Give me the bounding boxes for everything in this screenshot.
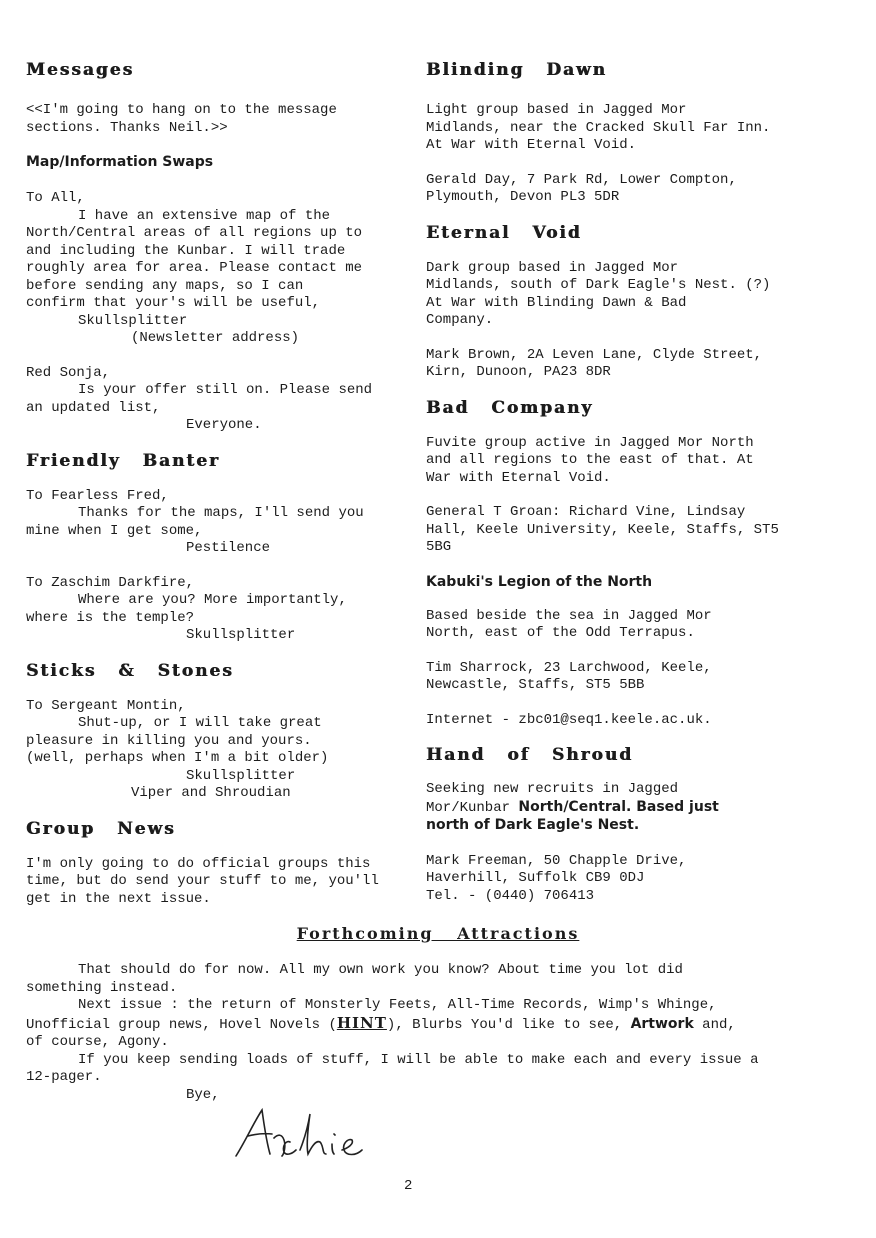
banter1-text: Thanks for the maps, I'll send you mine when I get some, [26, 505, 364, 539]
banter2-text: Where are you? More importantly, where is the temple? [26, 592, 347, 626]
messages-heading: Messages [26, 60, 135, 80]
bye-text: Bye, [186, 1086, 220, 1103]
banter2-indent [26, 592, 78, 608]
swap1-message [26, 208, 398, 313]
map-swaps-heading: Map/Information Swaps [26, 154, 214, 170]
hand-of-shroud-desc-a: Seeking new recruits in Jagged Mor/Kunbar [426, 781, 679, 816]
footer-p2-indent [26, 997, 78, 1013]
kabuki-legion-heading: Kabuki's Legion of the North [426, 573, 653, 590]
swap1-recipient: To All, [26, 190, 85, 206]
right-column [426, 60, 850, 905]
hand-of-shroud-heading: Hand of Shroud [426, 745, 633, 765]
banter2-message [26, 592, 398, 627]
banter2-signature: Skullsplitter [186, 627, 296, 643]
swap2-message [26, 382, 398, 417]
eternal-void-heading: Eternal Void [426, 222, 582, 243]
eternal-void-description: Dark group based in Jagged Mor Midlands, south of Dark Eagle's Nest. (?) At War with Blinding Dawn & Bad Company. [426, 259, 771, 328]
bad-company-heading: Bad Company [426, 397, 594, 418]
sticks-indent [26, 715, 78, 731]
hand-of-shroud-desc-b: North/Central. Based just north of Dark Eagle's Nest. [426, 798, 719, 833]
left-column [26, 60, 398, 908]
bad-company-address: General T Groan: Richard Vine, Lindsay Hall, Keele University, Keele, Staffs, ST5 5BG [426, 504, 779, 555]
swap1-signature: Skullsplitter [78, 312, 188, 329]
group-news-text: I'm only going to do official groups this time, but do send your stuff to me, you'll get in the next issue. [26, 855, 379, 907]
sticks-message [26, 715, 398, 768]
footer-p1-indent [26, 962, 78, 978]
eternal-void-address: Mark Brown, 2A Leven Lane, Clyde Street, Kirn, Dunoon, PA23 8DR [426, 346, 763, 380]
hint-word: HINT [336, 1013, 387, 1032]
swap2-indent [26, 382, 78, 398]
kabuki-legion-address: Tim Sharrock, 23 Larchwood, Keele, Newcastle, Staffs, ST5 5BB [426, 659, 712, 693]
archie-signature [228, 1100, 408, 1170]
messages-note: <<I'm going to hang on to the message sections. Thanks Neil.>> [26, 102, 337, 136]
banter1-signature: Pestilence [186, 540, 271, 556]
footer-p2-text-c: and, of course, Agony. [26, 1016, 736, 1050]
group-news-heading: Group News [26, 818, 176, 839]
swap1-text: I have an extensive map of the North/Central areas of all regions up to and including the Kunbar. I will trade roughly area for area. Please contact me before sending any maps, so I can confirm that your's will be useful, [26, 207, 363, 311]
swap2-signature: Everyone. [186, 417, 262, 433]
banter1-message [26, 505, 398, 540]
friendly-banter-heading: Friendly Banter [26, 450, 220, 471]
footer-paragraph-1 [26, 962, 816, 997]
swap2-recipient: Red Sonja, [26, 364, 111, 381]
footer-paragraph-3 [26, 1052, 816, 1087]
sticks-text: Shut-up, or I will take great pleasure in killing you and yours. (well, perhaps when I'm a bit older) [26, 715, 329, 766]
forthcoming-attractions-heading: Forthcoming Attractions [296, 924, 580, 943]
footer-p2-text-b: ), Blurbs You'd like to see, [386, 1016, 631, 1033]
blinding-dawn-heading: Blinding Dawn [426, 60, 607, 80]
footer-p2-text-a: Next issue : the return of Monsterly Feets, All-Time Records, Wimp's Whinge, Unofficial group news, Hovel Novels ( [26, 997, 717, 1033]
banter1-recipient: To Fearless Fred, [26, 487, 169, 504]
blinding-dawn-address: Gerald Day, 7 Park Rd, Lower Compton, Plymouth, Devon PL3 5DR [426, 171, 737, 205]
banter1-indent [26, 505, 78, 521]
footer-section [26, 962, 816, 1104]
banter2-recipient: To Zaschim Darkfire, [26, 574, 195, 591]
swap1-indent [26, 208, 78, 224]
page-number: 2 [404, 1178, 413, 1194]
footer-p3-indent [26, 1052, 78, 1068]
sticks-recipient: To Sergeant Montin, [26, 697, 186, 714]
sticks-signature: Skullsplitter [186, 767, 296, 784]
bad-company-description: Fuvite group active in Jagged Mor North and all regions to the east of that. At War with Eternal Void. [426, 434, 754, 486]
artwork-word: Artwork [630, 1015, 694, 1032]
footer-paragraph-2 [26, 997, 816, 1052]
hand-of-shroud-address: Mark Freeman, 50 Chapple Drive, Haverhill, Suffolk CB9 0DJ Tel. - (0440) 706413 [426, 852, 687, 904]
swap2-text: Is your offer still on. Please send an updated list, [26, 382, 373, 416]
hand-of-shroud-description [426, 781, 850, 836]
footer-p1-text: That should do for now. All my own work you know? About time you lot did something instead. [26, 962, 683, 996]
kabuki-legion-description: Based beside the sea in Jagged Mor North, east of the Odd Terrapus. [426, 607, 712, 641]
swap1-address: (Newsletter address) [131, 330, 300, 346]
kabuki-legion-internet: Internet - zbc01@seq1.keele.ac.uk. [426, 711, 712, 728]
blinding-dawn-description: Light group based in Jagged Mor Midlands, near the Cracked Skull Far Inn. At War with Eternal Void. [426, 102, 771, 153]
sticks-stones-heading: Sticks & Stones [26, 660, 234, 681]
sticks-signature-2: Viper and Shroudian [131, 785, 291, 801]
footer-p3-text: If you keep sending loads of stuff, I will be able to make each and every issue a 12-pager. [26, 1051, 759, 1085]
